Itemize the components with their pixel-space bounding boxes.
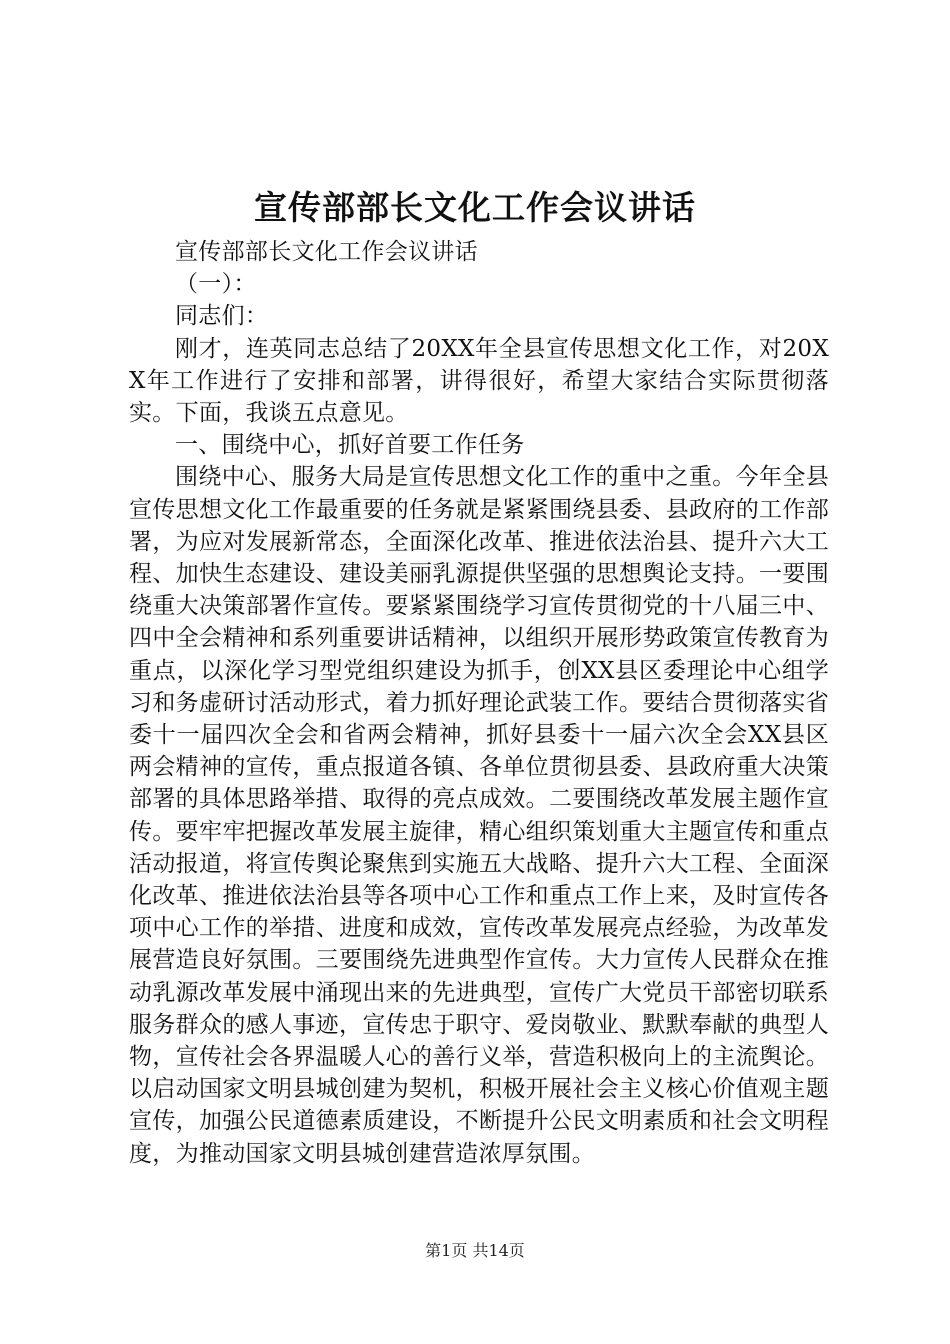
subtitle-line: 宣传部部长文化工作会议讲话	[175, 239, 478, 265]
document-body	[129, 236, 829, 1170]
salutation: 同志们：	[175, 303, 269, 330]
document-title: 宣传部部长文化工作会议讲话	[254, 188, 696, 227]
section-marker: （一）：	[175, 271, 257, 298]
page-footer: 第1页 共14页	[425, 1241, 525, 1260]
intro-paragraph: 刚才，连英同志总结了20XX年全县宣传思想文化工作，对20XX年工作进行了安排和部署，讲得很好，希望大家结合实际贯彻落实。下面，我谈五点意见。	[129, 335, 829, 427]
body-paragraph: 围绕中心、服务大局是宣传思想文化工作的重中之重。今年全县宣传思想文化工作最重要的任务就是紧紧围绕县委、县政府的工作部署，为应对发展新常态，全面深化改革、推进依法治县、提升六大工程、加快生态建设、建设美丽乳源提供坚强的思想舆论支持。一要围绕重大决策部署作宣传。要紧紧围绕学习宣传贯彻党的十八届三中、四中全会精神和系列重要讲话精神，以组织开展形势政策宣传教育为重点，以深化学习型党组织建设为抓手，创XX县区委理论中心组学习和务虚研讨活动形式，着力抓好理论武装工作。要结合贯彻落实省委十一届四次全会和省两会精神，抓好县委十一届六次全会XX县区两会精神的宣传，重点报道各镇、各单位贯彻县委、县政府重大决策部署的具体思路举措、取得的亮点成效。二要围绕改革发展主题作宣传。要牢牢把握改革发展主旋律，精心组织策划重大主题宣传和重点活动报道，将宣传舆论聚焦到实施五大战略、提升六大工程、全面深化改革、推进依法治县等各项中心工作和重点工作上来，及时宣传各项中心工作的举措、进度和成效，宣传改革发展亮点经验，为改革发展营造良好氛围。三要围绕先进典型作宣传。大力宣传人民群众在推动乳源改革发展中涌现出来的先进典型，宣传广大党员干部密切联系服务群众的感人事迹，宣传忠于职守、爱岗敬业、默默奉献的典型人物，宣传社会各界温暖人心的善行义举，营造积极向上的主流舆论。以启动国家文明县城创建为契机，积极开展社会主义核心价值观主题宣传，加强公民道德素质建设，不断提升公民文明素质和社会文明程度，为推动国家文明县城创建营造浓厚氛围。	[129, 464, 829, 1167]
section-heading: 一、围绕中心，抓好首要工作任务	[175, 432, 525, 459]
